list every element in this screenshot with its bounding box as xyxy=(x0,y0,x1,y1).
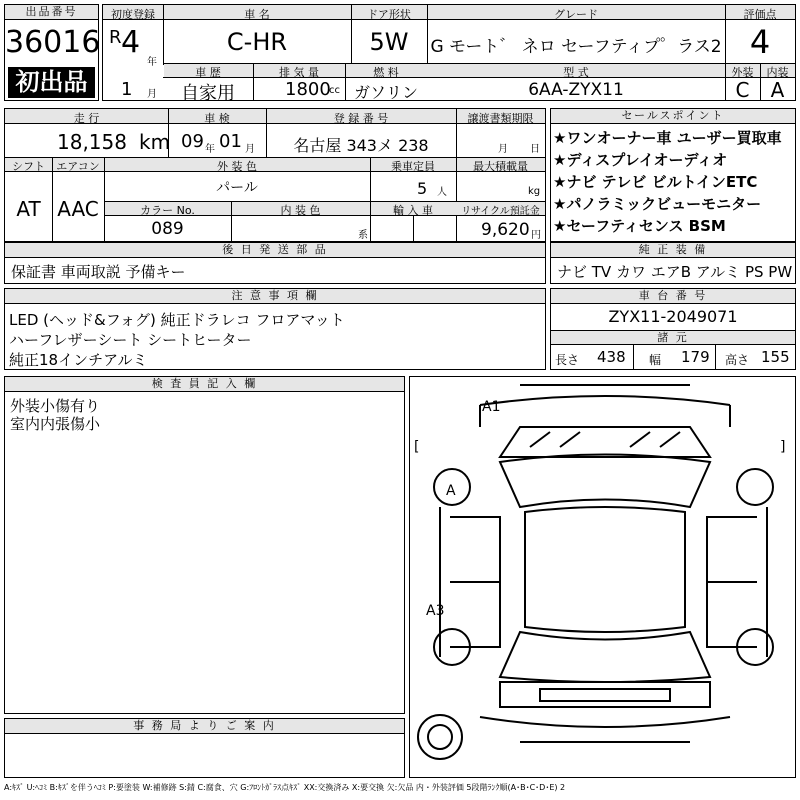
mark-a1: A1 xyxy=(482,399,501,415)
fuel: ガソリン xyxy=(353,83,418,102)
chassis-label: 車 台 番 号 xyxy=(551,289,795,304)
mileage-unit: km xyxy=(139,130,171,154)
notes-label: 注 意 事 項 欄 xyxy=(5,289,545,304)
office-box xyxy=(4,718,405,778)
lot-box xyxy=(4,4,99,101)
shift-label: シフト xyxy=(12,160,45,173)
recycle: 9,620 xyxy=(481,220,530,240)
shift: AT xyxy=(16,197,41,221)
import-label: 輸 入 車 xyxy=(393,204,433,217)
office-label: 事 務 局 よ り ご 案 内 xyxy=(5,719,404,734)
inspection-year: 09 xyxy=(181,131,204,152)
first-listing-badge: 初出品 xyxy=(8,67,95,98)
listing-box xyxy=(102,4,796,104)
load-label: 最大積載量 xyxy=(473,160,528,173)
car-diagram xyxy=(410,377,797,779)
car-diagram-box xyxy=(409,376,796,778)
era: R xyxy=(109,27,122,48)
length-label: 長さ xyxy=(555,353,580,367)
color-no: 089 xyxy=(151,219,184,239)
model: 6AA-ZYX11 xyxy=(528,80,624,100)
year-unit: 年 xyxy=(147,57,157,68)
sales-points-label: セールスポイント xyxy=(551,109,795,124)
sales-point-item: ★パノラミックビューモニター xyxy=(553,195,762,213)
score-label: 評価点 xyxy=(743,8,777,21)
year: 4 xyxy=(121,25,141,60)
interior-color-unit: 系 xyxy=(358,230,368,241)
later-parts-text: 保証書 車両取説 予備キー xyxy=(11,263,186,281)
mark-a: A xyxy=(446,483,456,499)
length: 438 xyxy=(597,348,626,366)
specs-label: 諸 元 xyxy=(551,331,795,345)
lot-label: 出品番号 xyxy=(5,5,98,20)
height: 155 xyxy=(761,348,790,366)
ac: AAC xyxy=(57,197,99,221)
exterior-label: 外装 xyxy=(731,66,754,79)
plate-label: 登 録 番 号 xyxy=(333,112,389,125)
capacity-label: 乗車定員 xyxy=(391,160,435,173)
recycle-unit: 円 xyxy=(531,230,541,241)
inspector-line: 外装小傷有り xyxy=(10,397,101,415)
mileage: 18,158 xyxy=(57,130,127,154)
plate: 名古屋 343メ 238 xyxy=(293,136,429,155)
mileage-label: 走 行 xyxy=(73,112,100,125)
fuel-label: 燃 料 xyxy=(373,66,399,79)
grade-label: グレード xyxy=(554,8,598,21)
sales-points-box xyxy=(550,108,796,242)
history: 自家用 xyxy=(181,83,235,104)
capacity-unit: 人 xyxy=(437,187,447,198)
legend: A:ｷｽﾞ U:ﾍｺﾐ B:ｷｽﾞを伴うﾍｺﾐ P:要塗装 W:補修跡 S:錆 C:腐食、穴 G:ﾌﾛﾝﾄｶﾞﾗｽ点ｷｽﾞ XX:交換済み X:要交換 欠:欠品 内・外装評価 5段階ﾗﾝｸ順(A･B･C･D･E) 2 xyxy=(4,783,566,792)
sales-point-item: ★セーフティセンス BSM xyxy=(553,217,726,235)
lot-number: 36016 xyxy=(5,25,101,60)
width-label: 幅 xyxy=(649,353,662,367)
door-label: ドア形状 xyxy=(367,8,411,21)
chassis-number: ZYX11-2049071 xyxy=(608,307,738,326)
car-name: C-HR xyxy=(226,28,288,56)
inspection-year-unit: 年 xyxy=(205,144,215,155)
genuine-equipment-box xyxy=(550,242,796,284)
bracket-left: [ xyxy=(414,439,420,455)
door: 5W xyxy=(369,28,409,56)
load-unit: kg xyxy=(528,186,541,197)
width: 179 xyxy=(681,348,710,366)
transfer-day-unit: 日 xyxy=(530,144,540,155)
model-label: 型 式 xyxy=(563,66,589,79)
genuine-equipment-label: 純 正 装 備 xyxy=(551,243,795,258)
chassis-box xyxy=(550,288,796,370)
inspection-month: 01 xyxy=(219,131,242,152)
recycle-label: リサイクル預託金 xyxy=(461,206,540,217)
displacement-unit: cc xyxy=(329,85,340,96)
capacity: 5 xyxy=(417,179,428,198)
interior-grade: A xyxy=(770,78,785,102)
color-no-label: カラー No. xyxy=(140,204,195,217)
month-unit: 月 xyxy=(147,89,157,100)
inspection-label: 車 検 xyxy=(204,112,230,125)
interior-color-label: 内 装 色 xyxy=(280,204,321,217)
sales-point-item: ★ディスプレイオーディオ xyxy=(553,151,728,169)
notes-line: 純正18インチアルミ xyxy=(9,351,148,369)
displacement: 1800 xyxy=(285,79,331,100)
displacement-label: 排 気 量 xyxy=(279,66,319,79)
first-reg-label: 初度登録 xyxy=(111,8,155,21)
inspector-line: 室内内張傷小 xyxy=(10,415,101,433)
height-label: 高さ xyxy=(725,353,750,367)
grade: G モート゛ ネロ セーフティプ゜ラス2 xyxy=(430,37,722,57)
transfer-month-unit: 月 xyxy=(498,144,508,155)
car-name-label: 車 名 xyxy=(244,8,270,21)
info-box xyxy=(4,108,546,242)
color: パール xyxy=(216,180,258,196)
mark-a3: A3 xyxy=(426,603,445,619)
color-label: 外 装 色 xyxy=(217,160,257,173)
later-parts-box xyxy=(4,242,546,284)
notes-line: LED (ヘッド&フォグ) 純正ドラレコ フロアマット xyxy=(9,311,345,329)
exterior-grade: C xyxy=(735,78,750,102)
genuine-equipment-text: ナビ TV カワ エアB アルミ PS PW xyxy=(557,263,793,281)
history-label: 車 歴 xyxy=(195,66,221,79)
month: 1 xyxy=(121,79,133,100)
score: 4 xyxy=(749,23,771,61)
inspector-label: 検 査 員 記 入 欄 xyxy=(5,377,404,392)
interior-label: 内装 xyxy=(766,66,789,79)
ac-label: エアコン xyxy=(56,160,100,173)
notes-box xyxy=(4,288,546,370)
inspector-box xyxy=(4,376,405,714)
inspection-month-unit: 月 xyxy=(245,144,255,155)
transfer-label: 譲渡書類期限 xyxy=(467,112,534,125)
later-parts-label: 後 日 発 送 部 品 xyxy=(5,243,545,258)
notes-line: ハーフレザーシート シートヒーター xyxy=(9,331,252,349)
sales-point-item: ★ワンオーナー車 ユーザー買取車 xyxy=(553,129,782,147)
sales-point-item: ★ナビ テレビ ビルトインETC xyxy=(553,173,758,191)
bracket-right: ] xyxy=(780,439,786,455)
